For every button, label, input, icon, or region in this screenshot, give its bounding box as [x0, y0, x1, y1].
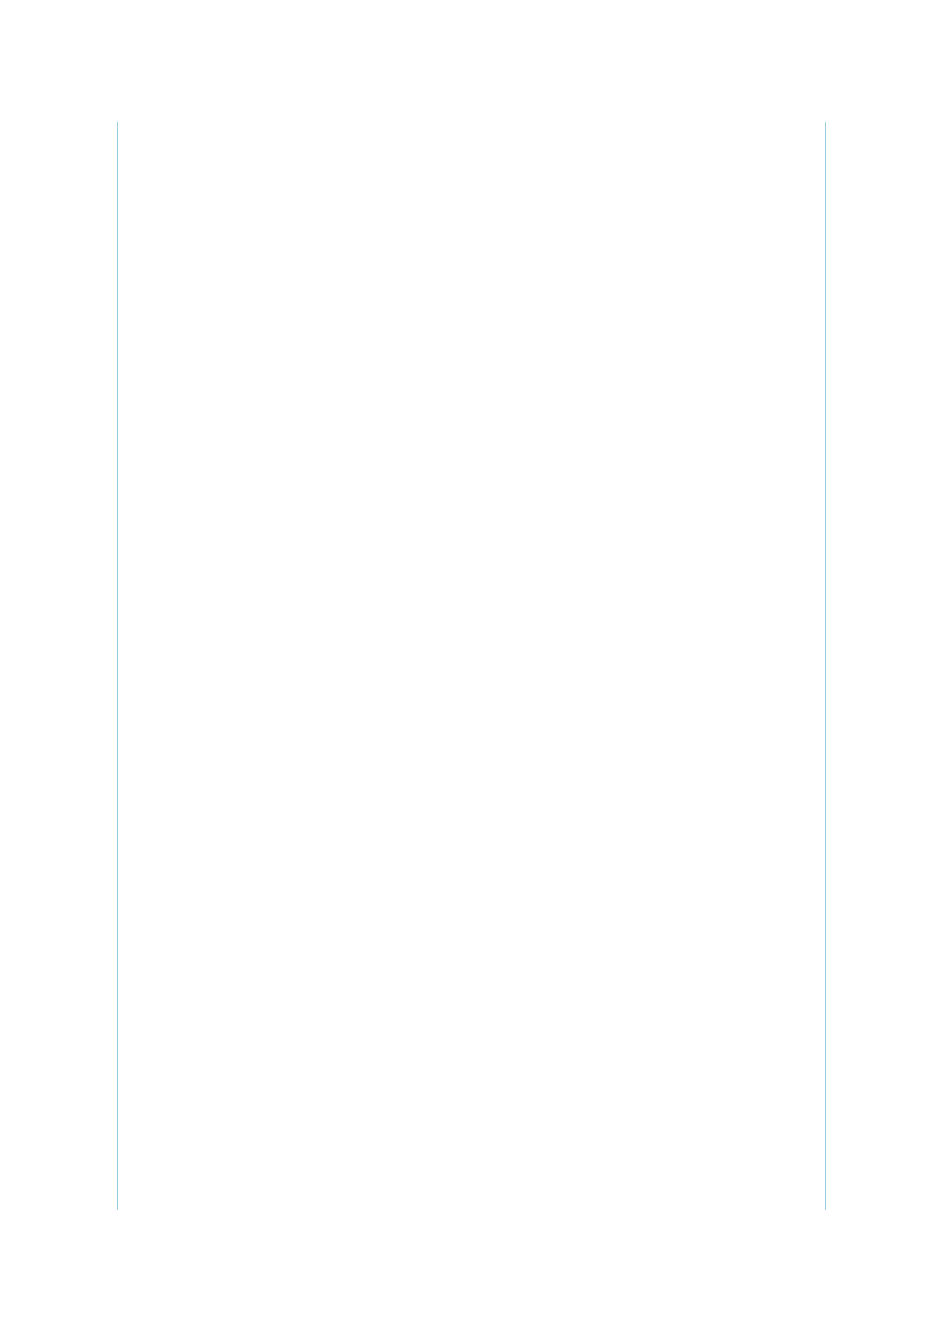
page-frame	[117, 122, 826, 1210]
